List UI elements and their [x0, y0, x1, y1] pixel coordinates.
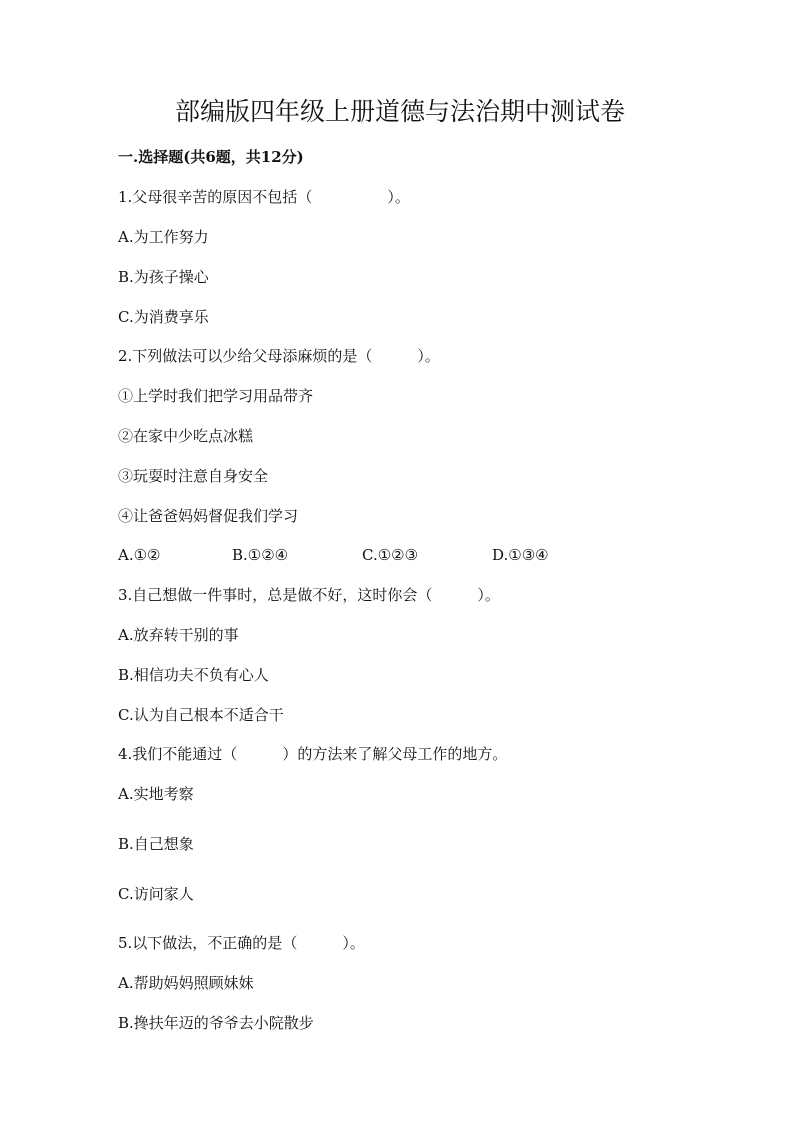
question-3-stem: 3.自己想做一件事时，总是做不好，这时你会（ ）。: [118, 586, 500, 604]
question-1-option-b: B.为孩子操心: [118, 268, 209, 286]
question-2-item-4: ④让爸爸妈妈督促我们学习: [118, 507, 299, 525]
question-4-option-c: C.访问家人: [118, 885, 194, 903]
question-4-option-a: A.实地考察: [118, 785, 194, 803]
question-2-option-c: C.①②③: [362, 546, 419, 564]
question-5-stem: 5.以下做法，不正确的是（ ）。: [118, 934, 365, 952]
question-2-option-a: A.①②: [118, 546, 161, 564]
question-1-option-a: A.为工作努力: [118, 228, 209, 246]
question-1-stem: 1.父母很辛苦的原因不包括（ ）。: [118, 188, 410, 206]
section-heading-multiple-choice: 一.选择题(共6题，共12分): [118, 148, 304, 166]
question-3-option-c: C.认为自己根本不适合干: [118, 706, 284, 724]
question-1-option-c: C.为消费享乐: [118, 308, 209, 326]
question-3-option-b: B.相信功夫不负有心人: [118, 666, 269, 684]
question-3-option-a: A.放弃转干别的事: [118, 626, 239, 644]
question-2-item-3: ③玩耍时注意自身安全: [118, 467, 269, 485]
question-5-option-a: A.帮助妈妈照顾妹妹: [118, 974, 254, 992]
question-2-item-1: ①上学时我们把学习用品带齐: [118, 387, 314, 405]
question-4-stem: 4.我们不能通过（ ）的方法来了解父母工作的地方。: [118, 745, 508, 763]
question-2-stem: 2.下列做法可以少给父母添麻烦的是（ ）。: [118, 347, 440, 365]
question-2-item-2: ②在家中少吃点冰糕: [118, 427, 254, 445]
question-2-option-d: D.①③④: [492, 546, 549, 564]
question-5-option-b: B.搀扶年迈的爷爷去小院散步: [118, 1014, 314, 1032]
page-title: 部编版四年级上册道德与法治期中测试卷: [174, 97, 625, 126]
question-2-options: [118, 544, 718, 566]
question-2-option-b: B.①②④: [232, 546, 289, 564]
question-4-option-b: B.自己想象: [118, 835, 194, 853]
